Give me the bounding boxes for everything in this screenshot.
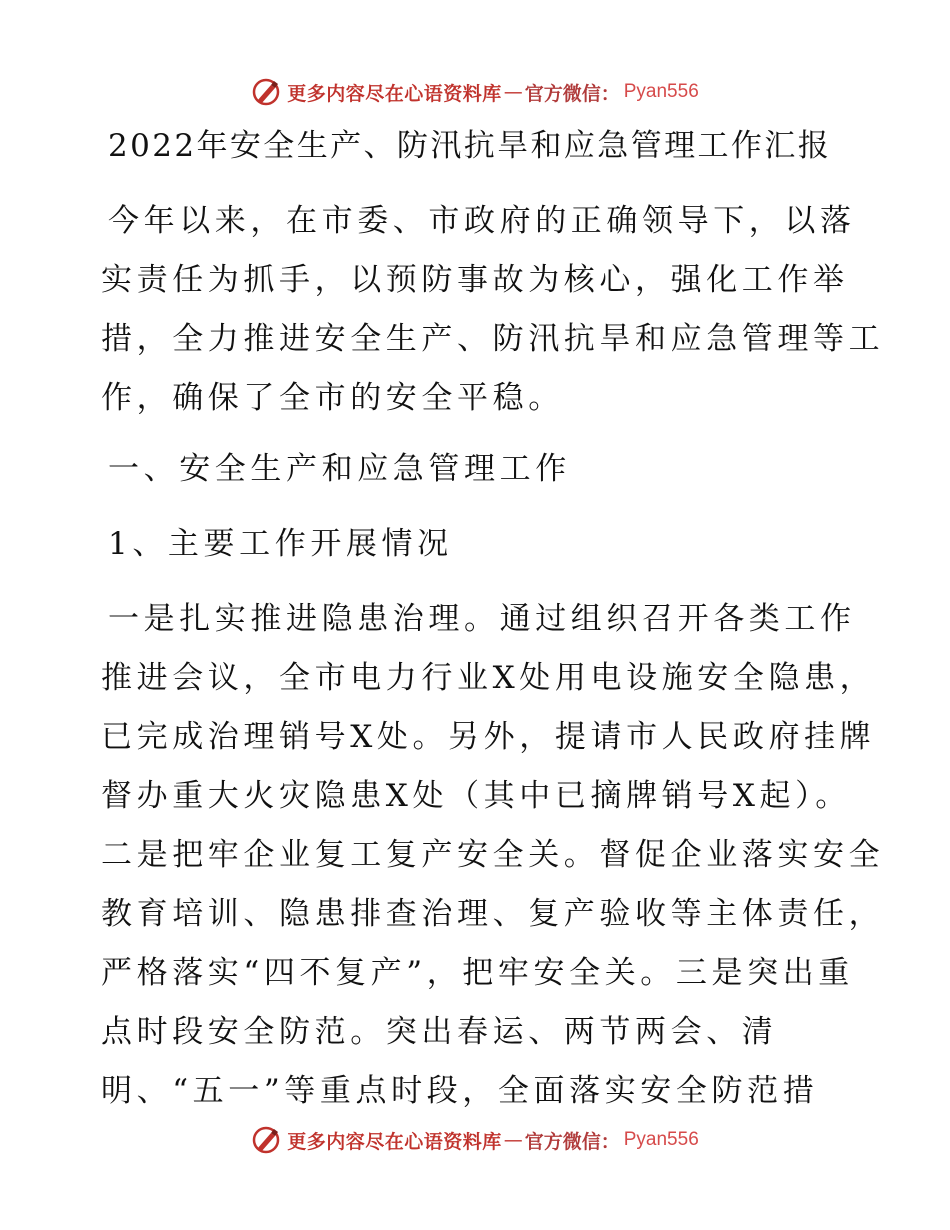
body-line-8: 推进会议，全市电力行业X处用电设施安全隐患， bbox=[101, 660, 876, 696]
body-line-12: 教育培训、隐患排查治理、复产验收等主体责任， bbox=[101, 896, 885, 932]
body-line-4: 作，确保了全市的安全平稳。 bbox=[101, 380, 564, 416]
pen-logo-icon bbox=[251, 1125, 281, 1155]
watermark-dash: — bbox=[503, 81, 523, 103]
watermark-header bbox=[0, 72, 950, 112]
body-line-14: 点时段安全防范。突出春运、两节两会、清 bbox=[101, 1014, 778, 1050]
watermark-official-label: 官方微信： bbox=[524, 1130, 620, 1153]
watermark-official-label: 官方微信： bbox=[524, 82, 620, 105]
watermark-wechat-id: Pyan556 bbox=[623, 81, 699, 102]
document-title: 2022年安全生产、防汛抗旱和应急管理工作汇报 bbox=[108, 128, 832, 164]
body-line-15: 明、“五一”等重点时段，全面落实安全防范措 bbox=[101, 1073, 819, 1109]
pen-logo-icon bbox=[251, 77, 281, 107]
watermark-main-text: 更多内容尽在心语资料库 bbox=[287, 82, 502, 105]
subsection-heading: 1、主要工作开展情况 bbox=[108, 526, 453, 562]
body-line-1: 今年以来，在市委、市政府的正确领导下，以落 bbox=[108, 203, 856, 239]
body-line-13: 严格落实“四不复产”，把牢安全关。三是突出重 bbox=[101, 955, 854, 991]
body-line-10: 督办重大火灾隐患X处（其中已摘牌销号X起）。 bbox=[101, 778, 851, 814]
body-line-3: 措，全力推进安全生产、防汛抗旱和应急管理等工 bbox=[101, 321, 885, 357]
watermark-main-text: 更多内容尽在心语资料库 bbox=[287, 1130, 502, 1153]
body-line-2: 实责任为抓手，以预防事故为核心，强化工作举 bbox=[101, 262, 849, 298]
body-line-7: 一是扎实推进隐患治理。通过组织召开各类工作 bbox=[108, 601, 856, 637]
watermark-footer bbox=[0, 1120, 950, 1160]
body-line-9: 已完成治理销号X处。另外，提请市人民政府挂牌 bbox=[101, 719, 876, 755]
watermark-wechat-id: Pyan556 bbox=[623, 1129, 699, 1150]
section-heading: 一、安全生产和应急管理工作 bbox=[108, 451, 571, 487]
watermark-dash: — bbox=[503, 1129, 523, 1151]
body-line-11: 二是把牢企业复工复产安全关。督促企业落实安全 bbox=[101, 837, 885, 873]
